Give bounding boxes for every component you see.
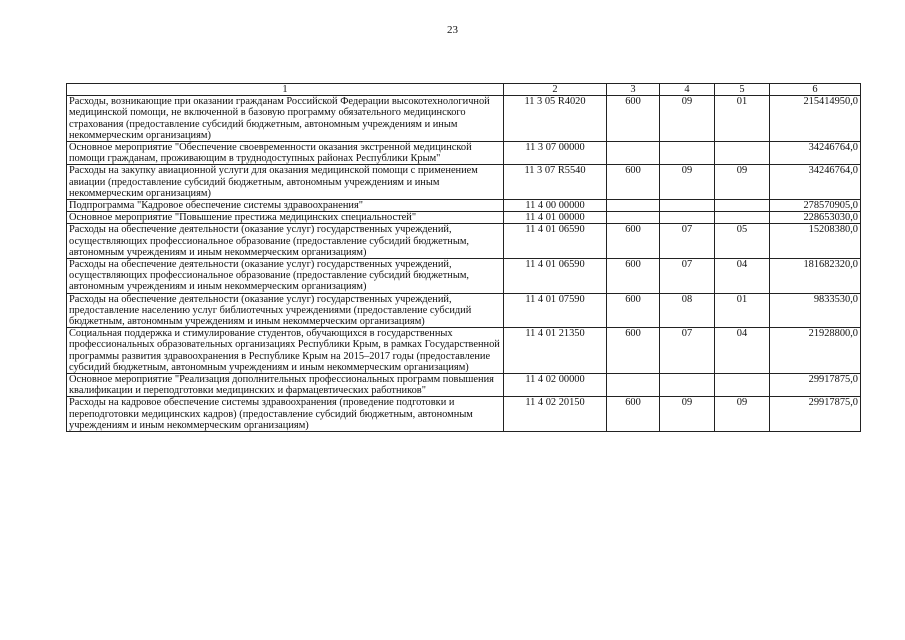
row-expense-type: 600: [607, 293, 660, 328]
row-description: Расходы на обеспечение деятельности (оказание услуг) государственных учреждений, осуществляющих профессиональное образование (предоставление субсидий бюджетным, автономным учреждениям и иным некоммерческим организациям): [67, 224, 504, 259]
table-row: [67, 328, 861, 374]
row-amount: 15208380,0: [770, 224, 861, 259]
row-target-code: 11 4 01 06590: [504, 259, 607, 294]
row-amount: 215414950,0: [770, 96, 861, 142]
row-subsection: 05: [715, 224, 770, 259]
table-row: [67, 96, 861, 142]
header-col-6: 6: [770, 84, 861, 96]
row-expense-type: 600: [607, 165, 660, 200]
header-col-5: 5: [715, 84, 770, 96]
row-section: [660, 142, 715, 165]
row-description: Основное мероприятие "Обеспечение своевременности оказания экстренной медицинской помощи гражданам, проживающим в труднодоступных районах Республики Крым": [67, 142, 504, 165]
row-section: 08: [660, 293, 715, 328]
row-subsection: [715, 142, 770, 165]
row-section: 07: [660, 328, 715, 374]
row-description: Расходы на обеспечение деятельности (оказание услуг) государственных учреждений, предоставление населению услуг библиотечных учреждениями (предоставление субсидий бюджетным, автономным учреждениям и иным некоммерческим организациям): [67, 293, 504, 328]
table-row: [67, 142, 861, 165]
row-amount: 34246764,0: [770, 142, 861, 165]
table-row: [67, 212, 861, 224]
table-row: [67, 293, 861, 328]
row-subsection: [715, 200, 770, 212]
row-amount: 228653030,0: [770, 212, 861, 224]
row-expense-type: 600: [607, 397, 660, 432]
row-amount: 181682320,0: [770, 259, 861, 294]
row-amount: 278570905,0: [770, 200, 861, 212]
table-row: [67, 259, 861, 294]
row-target-code: 11 4 02 00000: [504, 374, 607, 397]
row-description: Социальная поддержка и стимулирование студентов, обучающихся в государственных профессиональных образовательных организациях Республики Крым, в рамках Государственной программы развития здравоохранения в Республике Крым на 2015–2017 годы (предоставление субсидий бюджетным, автономным учреждениям и иным некоммерческим организациям): [67, 328, 504, 374]
header-col-3: 3: [607, 84, 660, 96]
row-target-code: 11 3 07 00000: [504, 142, 607, 165]
row-section: [660, 374, 715, 397]
row-subsection: 01: [715, 293, 770, 328]
row-subsection: [715, 374, 770, 397]
table-row: [67, 165, 861, 200]
row-description: Расходы, возникающие при оказании гражданам Российской Федерации высокотехнологичной медицинской помощи, не включенной в базовую программу обязательного медицинского страхования (предоставление субсидий бюджетным, автономным учреждениям и иным некоммерческим организациям): [67, 96, 504, 142]
row-subsection: 09: [715, 397, 770, 432]
header-row: [67, 84, 861, 96]
row-amount: 29917875,0: [770, 374, 861, 397]
row-target-code: 11 3 05 R4020: [504, 96, 607, 142]
table-row: [67, 224, 861, 259]
header-col-2: 2: [504, 84, 607, 96]
row-description: Расходы на закупку авиационной услуги для оказания медицинской помощи с применением авиации (предоставление субсидий бюджетным, автономным учреждениям и иным некоммерческим организациям): [67, 165, 504, 200]
row-expense-type: 600: [607, 96, 660, 142]
row-target-code: 11 3 07 R5540: [504, 165, 607, 200]
table-row: [67, 374, 861, 397]
budget-table: [66, 83, 861, 432]
row-target-code: 11 4 01 07590: [504, 293, 607, 328]
table-row: [67, 200, 861, 212]
row-expense-type: [607, 212, 660, 224]
row-expense-type: 600: [607, 224, 660, 259]
row-section: 09: [660, 165, 715, 200]
row-description: Основное мероприятие "Повышение престижа медицинских специальностей": [67, 212, 504, 224]
row-target-code: 11 4 01 21350: [504, 328, 607, 374]
row-expense-type: 600: [607, 259, 660, 294]
row-subsection: [715, 212, 770, 224]
row-target-code: 11 4 01 00000: [504, 212, 607, 224]
row-section: [660, 200, 715, 212]
row-expense-type: 600: [607, 328, 660, 374]
row-description: Основное мероприятие "Реализация дополнительных профессиональных программ повышения квалификации и переподготовки медицинских и фармацевтических работников": [67, 374, 504, 397]
row-description: Подпрограмма "Кадровое обеспечение системы здравоохранения": [67, 200, 504, 212]
row-amount: 9833530,0: [770, 293, 861, 328]
table-row: [67, 397, 861, 432]
row-description: Расходы на обеспечение деятельности (оказание услуг) государственных учреждений, осуществляющих профессиональное образование (предоставление субсидий бюджетным, автономным учреждениям и иным некоммерческим организациям): [67, 259, 504, 294]
row-expense-type: [607, 142, 660, 165]
row-section: 09: [660, 397, 715, 432]
row-description: Расходы на кадровое обеспечение системы здравоохранения (проведение подготовки и переподготовки медицинских кадров) (предоставление субсидий бюджетным, автономным учреждениям и иным некоммерческим организациям): [67, 397, 504, 432]
row-target-code: 11 4 01 06590: [504, 224, 607, 259]
row-section: [660, 212, 715, 224]
row-subsection: 04: [715, 328, 770, 374]
row-section: 07: [660, 259, 715, 294]
row-target-code: 11 4 00 00000: [504, 200, 607, 212]
header-col-4: 4: [660, 84, 715, 96]
row-expense-type: [607, 374, 660, 397]
row-section: 07: [660, 224, 715, 259]
row-section: 09: [660, 96, 715, 142]
row-subsection: 04: [715, 259, 770, 294]
row-expense-type: [607, 200, 660, 212]
page-number: 23: [447, 24, 458, 36]
row-subsection: 09: [715, 165, 770, 200]
header-col-1: 1: [67, 84, 504, 96]
row-amount: 34246764,0: [770, 165, 861, 200]
row-amount: 29917875,0: [770, 397, 861, 432]
row-subsection: 01: [715, 96, 770, 142]
row-target-code: 11 4 02 20150: [504, 397, 607, 432]
row-amount: 21928800,0: [770, 328, 861, 374]
